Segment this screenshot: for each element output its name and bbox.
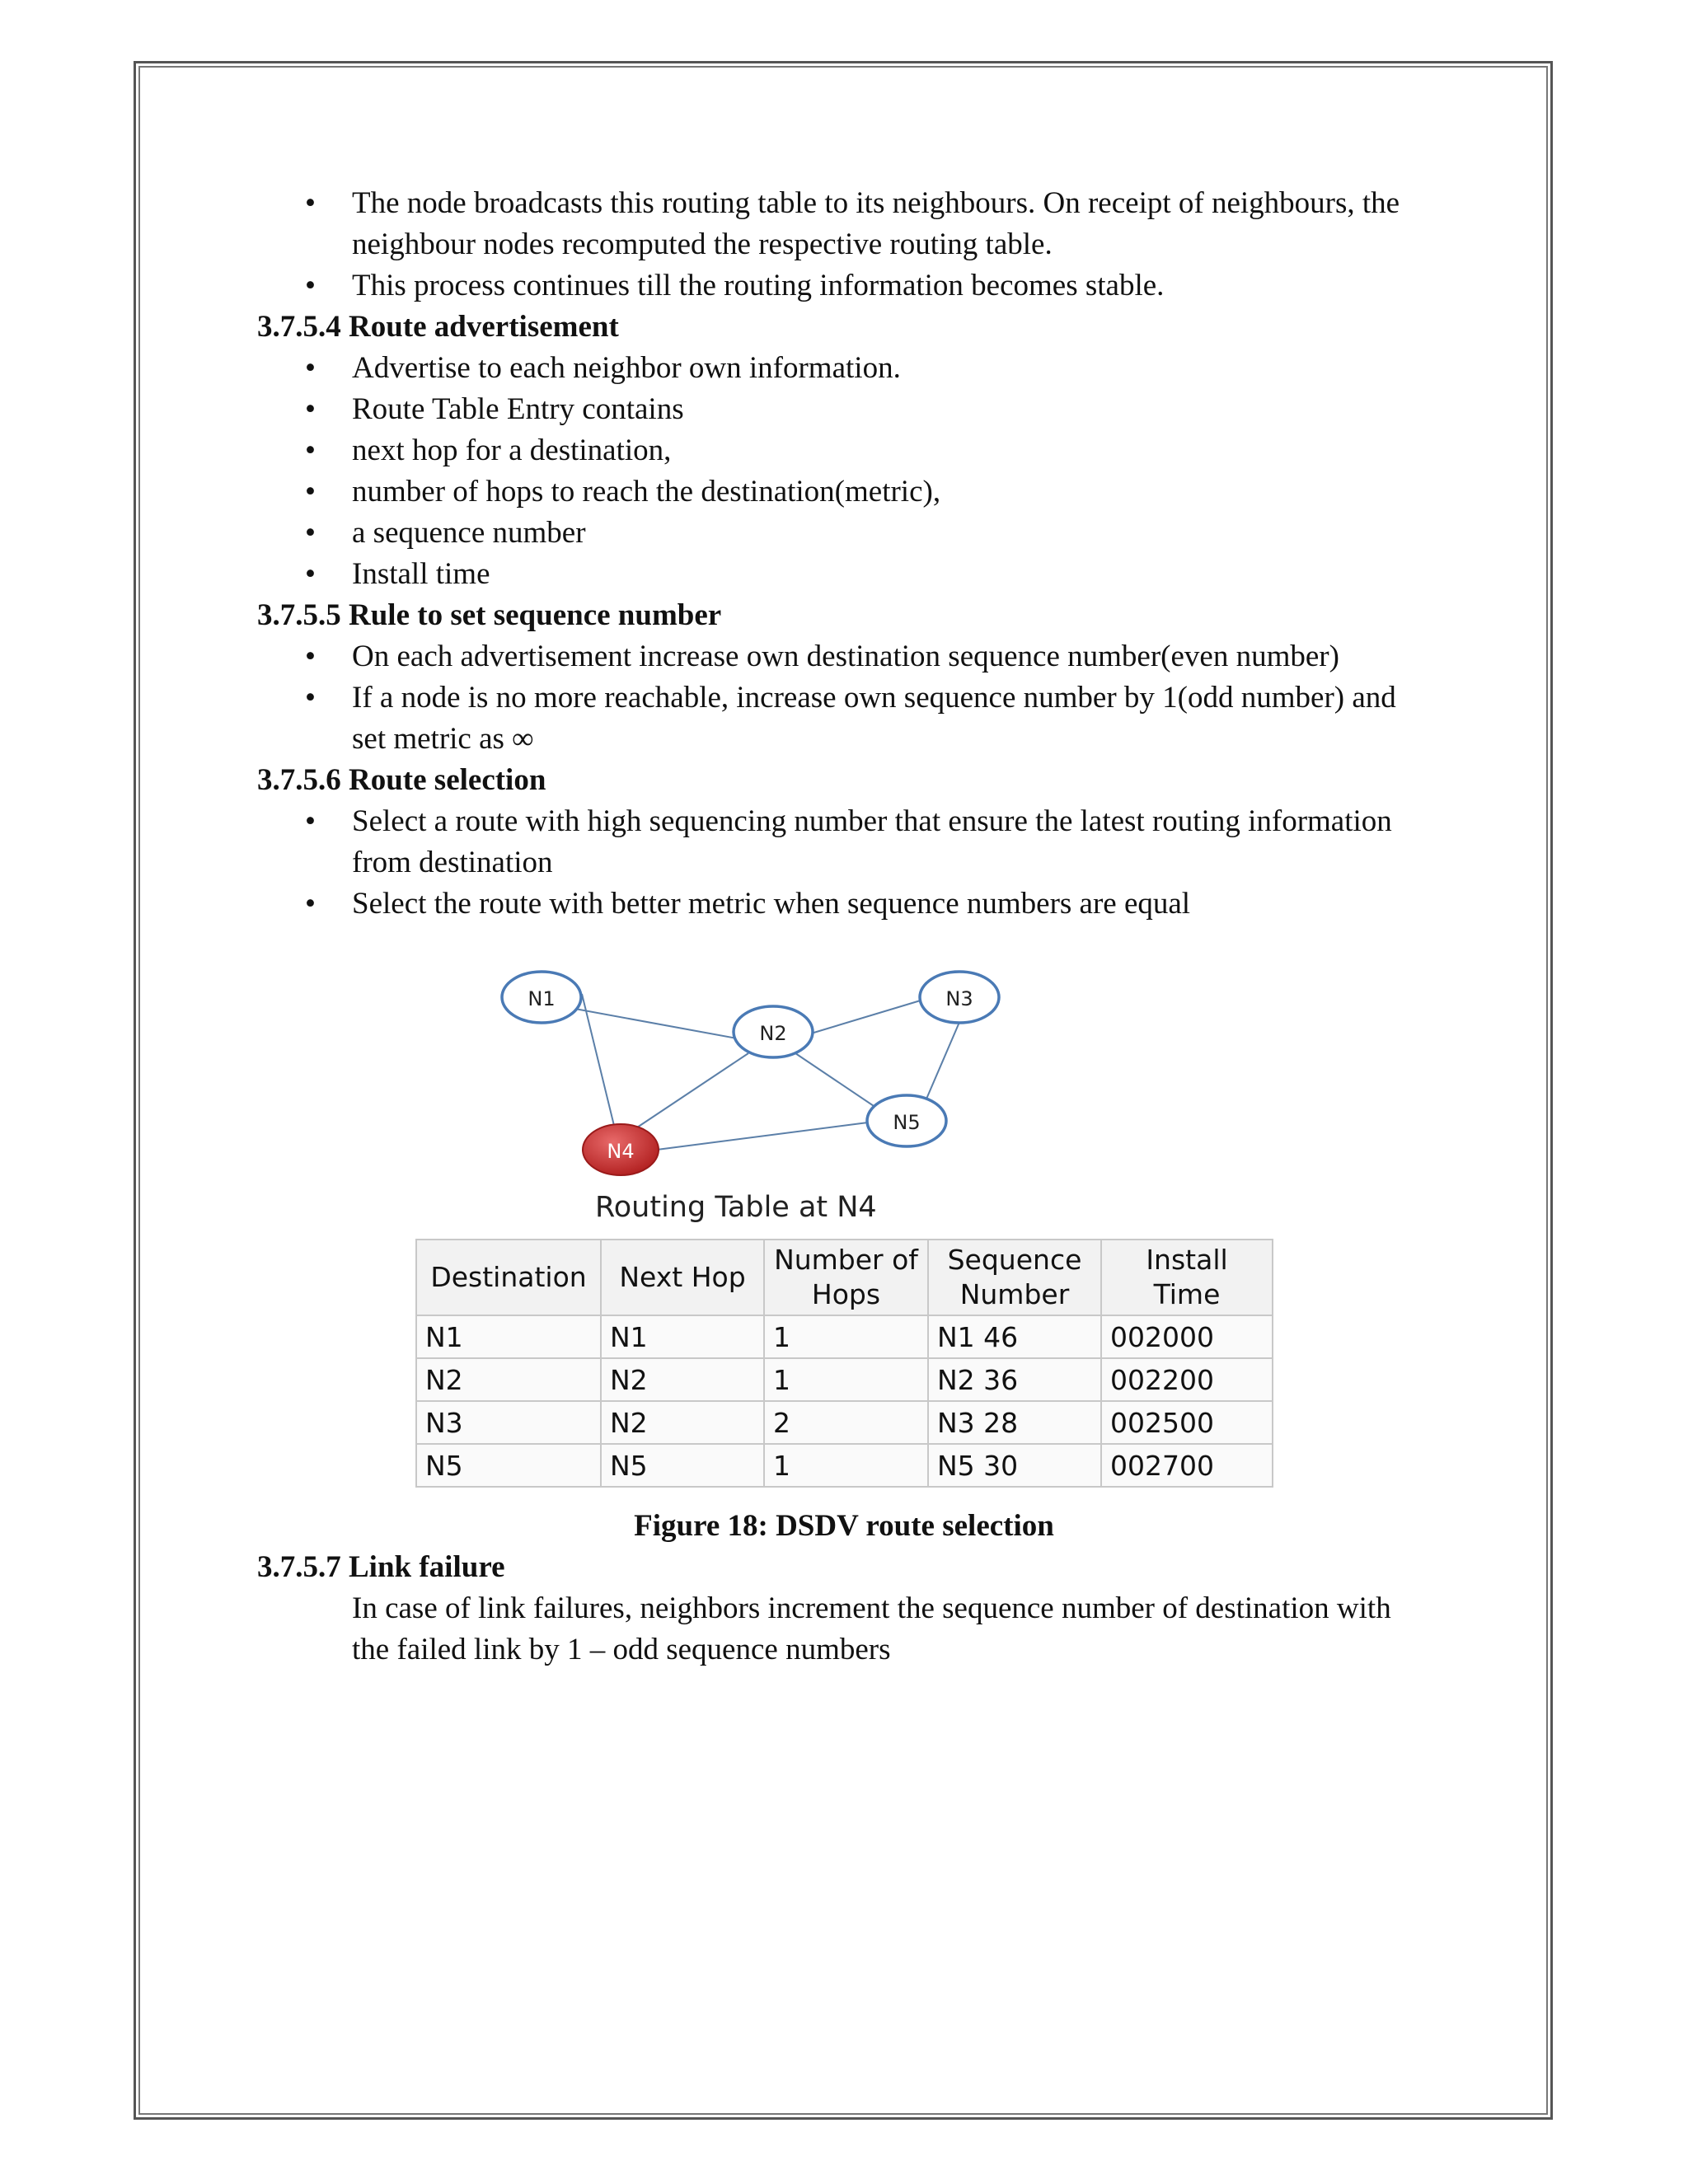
bullet-line: Select a route with high sequencing number that ensure the latest routing information (352, 804, 1392, 838)
bullet-item (257, 430, 1444, 471)
table-cell: N2 (416, 1358, 601, 1401)
table-cell: 002700 (1101, 1444, 1273, 1487)
column-header-next-hop: Next Hop (601, 1240, 764, 1315)
table-cell: N2 36 (928, 1358, 1101, 1401)
bullet-symbol: • (305, 804, 316, 838)
bullet-symbol: • (305, 351, 316, 385)
bullet-symbol: • (305, 392, 316, 426)
bullet-item (257, 636, 1444, 677)
column-header-number-of-hops: Number of Hops (764, 1240, 928, 1315)
table-cell: 002500 (1101, 1401, 1273, 1444)
bullet-line: set metric as ∞ (352, 722, 534, 756)
table-cell: 1 (764, 1315, 928, 1358)
table-row (416, 1315, 1273, 1358)
table-header-row (416, 1240, 1273, 1315)
section-heading-route-selection: 3.7.5.6 Route selection (257, 763, 546, 797)
bullet-item (257, 183, 1444, 265)
edge-n2-n3 (811, 1000, 923, 1033)
table-title: Routing Table at N4 (595, 1191, 877, 1224)
bullet-item (257, 677, 1444, 760)
bullet-line: from destination (352, 846, 553, 879)
bullet-item (257, 471, 1444, 513)
table-cell: N1 46 (928, 1315, 1101, 1358)
table-row (416, 1358, 1273, 1401)
bullet-item (257, 389, 1444, 430)
dsdv-figure (412, 956, 1294, 1500)
bullet-symbol: • (305, 475, 316, 509)
bullet-symbol: • (305, 186, 316, 220)
section-heading-link-failure: 3.7.5.7 Link failure (257, 1550, 505, 1584)
table-cell: N2 (601, 1358, 764, 1401)
bullet-item (257, 265, 1444, 307)
bullet-line: Select the route with better metric when sequence numbers are equal (352, 887, 1191, 921)
table-cell: N1 (416, 1315, 601, 1358)
table-cell: N2 (601, 1401, 764, 1444)
section-heading-route-advertisement: 3.7.5.4 Route advertisement (257, 310, 619, 344)
table-cell: N5 (416, 1444, 601, 1487)
node-label-n5: N5 (893, 1111, 921, 1134)
table-cell: N5 (601, 1444, 764, 1487)
paragraph-line: In case of link failures, neighbors increment the sequence number of destination with (352, 1591, 1391, 1625)
page-content (257, 183, 1444, 925)
table-row (416, 1444, 1273, 1487)
node-label-n1: N1 (528, 987, 556, 1010)
column-header-sequence-number: Sequence Number (928, 1240, 1101, 1315)
section-heading-rule-sequence: 3.7.5.5 Rule to set sequence number (257, 598, 722, 632)
bullet-symbol: • (305, 434, 316, 467)
bullet-line: next hop for a destination, (352, 434, 672, 467)
edge-n3-n5 (925, 1020, 960, 1103)
bullet-symbol: • (305, 557, 316, 591)
table-cell: 002200 (1101, 1358, 1273, 1401)
figure-caption: Figure 18: DSDV route selection (634, 1509, 1054, 1543)
bullet-line: This process continues till the routing information becomes stable. (352, 269, 1165, 302)
bullet-line: On each advertisement increase own destination sequence number(even number) (352, 640, 1339, 673)
table-cell: 002000 (1101, 1315, 1273, 1358)
table-cell: N1 (601, 1315, 764, 1358)
node-n5 (867, 1095, 946, 1146)
table-cell: N5 30 (928, 1444, 1101, 1487)
table-row (416, 1401, 1273, 1444)
bullet-symbol: • (305, 516, 316, 550)
bullet-item (257, 513, 1444, 554)
node-n1 (502, 972, 581, 1023)
bullet-line: number of hops to reach the destination(metric), (352, 475, 941, 509)
node-n2 (734, 1006, 813, 1057)
bullet-line: Route Table Entry contains (352, 392, 684, 426)
table-cell: 1 (764, 1358, 928, 1401)
edge-n2-n4 (635, 1053, 748, 1129)
bullet-line: a sequence number (352, 516, 586, 550)
node-n4 (583, 1124, 659, 1175)
paragraph-line: the failed link by 1 – odd sequence numbers (352, 1633, 891, 1666)
node-n3 (920, 972, 999, 1023)
bullet-symbol: • (305, 681, 316, 715)
node-label-n3: N3 (945, 987, 973, 1010)
table-cell: 1 (764, 1444, 928, 1487)
column-header-destination: Destination (416, 1240, 601, 1315)
link-failure-section (257, 1547, 1444, 1671)
routing-table (415, 1239, 1273, 1488)
bullet-line: Advertise to each neighbor own information. (352, 351, 901, 385)
bullet-item (257, 554, 1444, 595)
table-cell: 2 (764, 1401, 928, 1444)
bullet-symbol: • (305, 269, 316, 302)
column-header-install-time: Install Time (1101, 1240, 1273, 1315)
bullet-symbol: • (305, 640, 316, 673)
edge-n2-n5 (795, 1053, 884, 1113)
bullet-item (257, 801, 1444, 883)
bullet-line: Install time (352, 557, 490, 591)
node-label-n4: N4 (607, 1140, 635, 1163)
table-cell: N3 (416, 1401, 601, 1444)
bullet-item (257, 348, 1444, 389)
bullet-line: The node broadcasts this routing table to its neighbours. On receipt of neighbours, the (352, 186, 1400, 220)
bullet-symbol: • (305, 887, 316, 921)
bullet-line: If a node is no more reachable, increase own sequence number by 1(odd number) and (352, 681, 1396, 715)
bullet-line: neighbour nodes recomputed the respective routing table. (352, 227, 1053, 261)
node-label-n2: N2 (759, 1022, 787, 1045)
bullet-item (257, 883, 1444, 925)
network-graph (412, 956, 1294, 1195)
table-cell: N3 28 (928, 1401, 1101, 1444)
edge-n4-n5 (657, 1122, 868, 1150)
